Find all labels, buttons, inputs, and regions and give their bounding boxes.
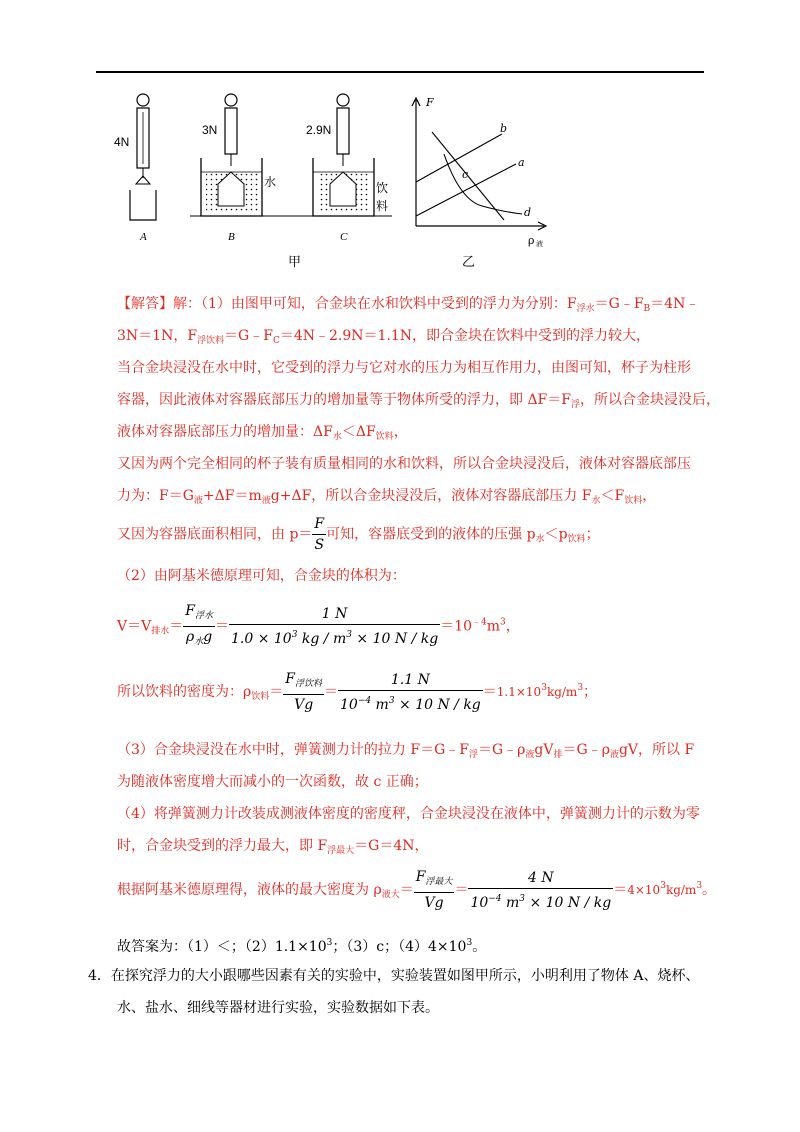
numerator: 1 N (229, 604, 440, 625)
text: ；（3）c；（4）4×10 (332, 939, 467, 955)
sub: 排水 (151, 626, 170, 637)
physics-figure (110, 88, 560, 270)
sub: 浮饮料 (197, 336, 225, 346)
sub: 浮最大 (327, 846, 355, 856)
denominator (468, 889, 613, 913)
sup: ﹣4 (472, 617, 487, 628)
text: ρ (186, 629, 195, 645)
label-b: B (228, 231, 235, 243)
q4-line-1: （4）将弹簧测力计改装成测液体密度的密度秤，合金块浸没在液体中，弹簧测力计的示数为零 (117, 806, 700, 822)
sub: 水 (591, 496, 601, 506)
text: 容器，因此液体对容器底部压力的增加量等于物体所受的浮力，即 ΔF＝F (117, 392, 571, 408)
text: ＝4N﹣2.9N＝1.1N，即合金块在饮料中受到的浮力较大， (279, 328, 651, 344)
q3-line-2: 为随液体密度增大而减小的一次函数，故 c 正确； (117, 774, 428, 790)
text: ＝ (399, 882, 414, 898)
sup: 3 (291, 630, 298, 640)
sub: 浮饮料 (294, 679, 322, 689)
numerator (283, 669, 324, 695)
answer-line-7 (117, 486, 656, 511)
sup: 3 (577, 683, 584, 693)
label-c: C (340, 231, 348, 243)
text: ＝ (440, 618, 455, 635)
text: gV，所以 F (618, 742, 695, 758)
sup: 3 (326, 938, 333, 948)
text: ， (505, 618, 520, 635)
text: ＝ (613, 882, 628, 898)
sub: 饮料 (251, 692, 270, 702)
sub: 液 (261, 496, 271, 506)
curve-b-label: b (500, 122, 508, 135)
curve-d-label: d (524, 206, 532, 219)
sub: 浮 (468, 750, 478, 760)
text: 力为：F＝G (117, 488, 194, 504)
q3-line-1 (117, 740, 694, 765)
text: ＝G﹣ρ (562, 742, 610, 758)
sub: 排 (553, 750, 563, 760)
text: ＝G﹣F (224, 328, 273, 344)
sub: 饮料 (624, 496, 643, 506)
text: 所以饮料的密度为：ρ (117, 684, 252, 700)
q2-density-equation (117, 669, 597, 715)
text: ＜p (544, 526, 568, 543)
text: 解：（1）由图甲可知，合金块在水和饮料中受到的浮力为分别：F (173, 296, 577, 312)
text: ＝4N﹣ (650, 296, 700, 312)
text: （3）合金块浸没在水中时，弹簧测力计的拉力 F＝G﹣F (117, 742, 469, 758)
text: 可知，容器底受到的液体的压强 p (326, 526, 536, 543)
sup: −4 (357, 695, 372, 706)
text: kg / m (297, 631, 347, 647)
sub: 浮水 (194, 611, 213, 621)
fraction-density-calc (338, 670, 483, 715)
sup: 3 (466, 938, 473, 948)
denominator: Vg (294, 697, 314, 713)
text: kg/m (546, 685, 578, 699)
text: m (501, 894, 520, 911)
sub: 液 (193, 496, 203, 506)
text: ； (585, 526, 600, 543)
answer-line-4 (117, 390, 720, 415)
sup: 3 (696, 881, 703, 891)
text: ＝ (169, 618, 184, 635)
answer-tag: 【解答】 (117, 296, 173, 312)
answer-line-5 (117, 422, 408, 447)
text: 。 (472, 939, 487, 955)
scale-a-reading: 4N (114, 135, 130, 149)
text: ＜F (600, 488, 625, 504)
scale-b-reading: 3N (202, 123, 218, 137)
sub: 液 (525, 750, 535, 760)
sub: 水 (332, 432, 342, 442)
text: g+ΔF，所以合金块浸没后，液体对容器底部压力 F (270, 488, 592, 504)
sub: 浮水 (576, 304, 595, 314)
final-answer (117, 933, 486, 957)
denominator (229, 625, 440, 649)
sub: 浮 (571, 400, 581, 410)
x-axis-sub: 液 (536, 240, 543, 248)
caption-yi: 乙 (462, 255, 476, 270)
text: 3N＝1N，F (117, 328, 198, 344)
x-axis-label: ρ (528, 234, 535, 247)
text: ＝ (214, 618, 229, 635)
scale-b (201, 94, 276, 243)
text: 10 (339, 696, 358, 713)
text: m (371, 696, 389, 713)
text: ＜ΔF (341, 424, 376, 440)
sub: 饮料 (567, 534, 586, 545)
answer-line-1 (117, 294, 699, 319)
text: g (203, 629, 213, 645)
graph-yi (412, 96, 546, 270)
text: 。 (702, 882, 717, 898)
text: 根据阿基米德原理得，液体的最大密度为 ρ (117, 882, 382, 898)
text: 时，合金块受到的浮力最大，即 F (117, 838, 328, 854)
fraction-buoyancy-over-vg (283, 669, 324, 715)
sup: −4 (488, 893, 502, 904)
fraction-max-buoyancy-over-vg (414, 867, 455, 913)
numerator: F (312, 514, 326, 535)
answer-line-2 (117, 326, 650, 351)
text: ， (393, 424, 408, 440)
denominator: S (314, 537, 325, 553)
text: 故答案为：（1）＜；（2）1.1×10 (117, 939, 327, 955)
sub: 水 (194, 637, 204, 647)
top-rule (96, 71, 704, 73)
q2-title: （2）由阿基米德原理可知，合金块的体积为： (117, 568, 406, 584)
denominator (338, 691, 483, 715)
fraction-max-density-calc (468, 868, 613, 913)
text: × 10 N / kg (394, 696, 481, 713)
label-a: A (140, 231, 147, 243)
text: ＝ (454, 882, 469, 898)
denominator: Vg (424, 895, 444, 911)
sup: 3 (541, 683, 547, 693)
numerator (414, 867, 455, 893)
denominator (183, 627, 215, 652)
text: ＝ (323, 684, 338, 700)
fraction-buoyancy-over-rho-g (183, 601, 215, 652)
sub: 饮料 (375, 432, 394, 442)
caption-jia: 甲 (288, 255, 302, 270)
answer-line-8 (117, 514, 600, 555)
sup: 3 (388, 695, 395, 706)
liquid-drink-label-bottom: 料 (376, 199, 389, 213)
y-axis-label: F (426, 96, 434, 109)
numerator: 4 N (468, 868, 613, 889)
curve-a-label: a (518, 156, 525, 169)
q2-volume-equation (117, 601, 520, 652)
fraction-volume-calc (229, 604, 440, 649)
sup: 3 (346, 630, 352, 640)
text: 1.1×10 (496, 685, 542, 699)
text: +ΔF＝m (202, 488, 262, 504)
text: gV (534, 742, 554, 758)
text: ＝G﹣F (594, 296, 644, 312)
text: ＝G＝4N， (354, 838, 429, 854)
sup: 3 (500, 617, 506, 628)
text: 液体对容器底部压力的增加量：ΔF (117, 424, 333, 440)
fraction-f-over-s (312, 514, 326, 555)
text: 10 (470, 894, 489, 911)
text: F (185, 603, 195, 619)
scale-a (114, 94, 156, 243)
sub: B (643, 304, 651, 314)
text: ＝ (269, 684, 284, 700)
liquid-water-label: 水 (264, 175, 277, 189)
sup: 3 (519, 893, 526, 904)
text: kg/m (665, 883, 697, 897)
question-4-line-2: 水、盐水、细线等器材进行实验，实验数据如下表。 (117, 1000, 439, 1016)
text: ，所以合金块浸没后， (580, 392, 721, 408)
numerator: 1.1 N (338, 670, 483, 691)
text: 4×10 (627, 883, 661, 897)
sub: C (272, 336, 280, 346)
text: 1.0 × 10 (230, 631, 292, 647)
text: m (486, 618, 501, 635)
curve-c-label: c (462, 168, 469, 181)
text: × 10 N / kg (351, 631, 439, 647)
text: ； (583, 684, 598, 700)
sup: 3 (660, 881, 666, 891)
text: ＝ (482, 684, 497, 700)
sub: 液 (609, 750, 619, 760)
text: 又因为容器底面积相同，由 p＝ (117, 526, 313, 543)
sub: 水 (535, 534, 545, 545)
q4-density-equation (117, 867, 716, 913)
q4-line-2 (117, 836, 429, 861)
sub: 浮最大 (425, 877, 453, 887)
text: V＝V (117, 618, 152, 635)
text: × 10 N / kg (525, 894, 612, 911)
numerator (183, 601, 215, 627)
text: 10 (454, 618, 473, 635)
question-4-line-1: 4．在探究浮力的大小跟哪些因素有关的实验中，实验装置如图甲所示，小明利用了物体 A、烧杯、 (88, 968, 700, 984)
scale-c-reading: 2.9N (306, 123, 332, 137)
answer-line-6: 又因为两个完全相同的杯子装有质量相同的水和饮料，所以合金块浸没后，液体对容器底部压 (117, 456, 691, 472)
text: F (415, 869, 426, 885)
text: F (285, 671, 295, 687)
text: ＝G﹣ρ (477, 742, 526, 758)
answer-line-3: 当合金块浸没在水中时，它受到的浮力与它对水的压力为相互作用力，由图可知，杯子为柱形 (117, 360, 691, 376)
scale-c (306, 94, 388, 243)
liquid-drink-label-top: 饮 (376, 181, 389, 195)
sub: 液大 (381, 890, 400, 900)
text: ， (642, 488, 657, 504)
